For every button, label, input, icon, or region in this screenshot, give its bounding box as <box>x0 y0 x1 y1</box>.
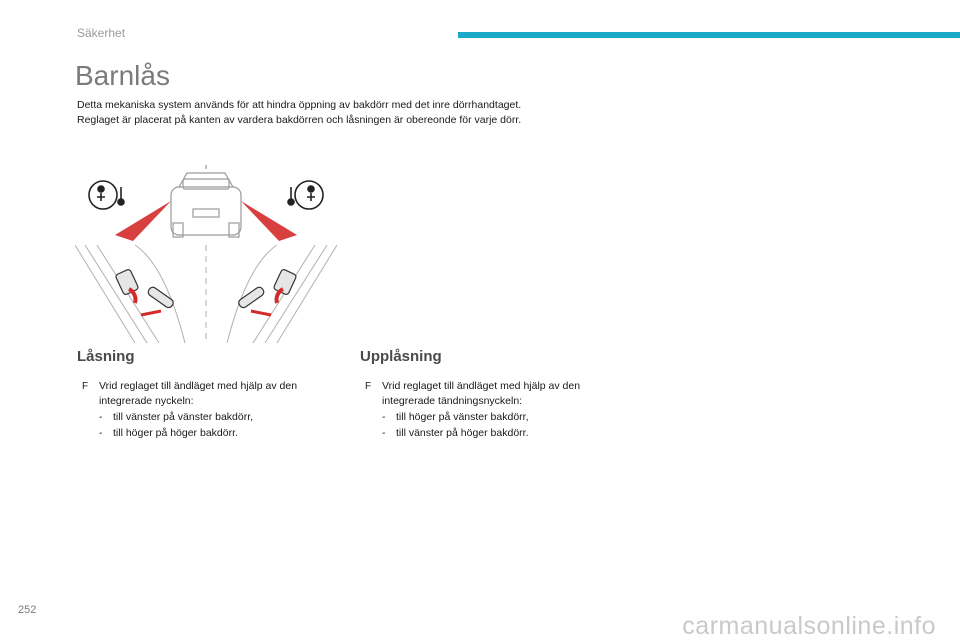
child-lock-illustration <box>75 165 337 343</box>
left-highlight-beam <box>115 201 171 241</box>
bullet-marker: F <box>365 381 372 392</box>
intro-line-1: Detta mekaniska system används för att hindra öppning av bakdörr med det inre dörrhandtaget. <box>77 99 522 111</box>
page-title: Barnlås <box>75 60 170 91</box>
dash: - <box>382 411 386 423</box>
locking-item <box>77 409 347 425</box>
door-frames <box>75 245 337 343</box>
locking-text: Vrid reglaget till ändläget med hjälp av den integrerade nyckeln: <box>99 380 298 407</box>
header-accent-bar <box>458 32 960 38</box>
left-door-lock <box>115 269 175 315</box>
watermark: carmanualsonline.info <box>682 612 936 640</box>
locking-section <box>77 348 347 441</box>
section-header: Säkerhet <box>77 26 126 40</box>
unlocking-item <box>360 425 630 441</box>
right-highlight-beam <box>241 201 297 241</box>
dash: - <box>382 427 386 439</box>
locking-item <box>77 425 347 441</box>
dash: - <box>99 411 103 423</box>
unlocking-item <box>360 409 630 425</box>
unlocking-item-text: till vänster på höger bakdörr. <box>396 427 529 439</box>
unlocking-section <box>360 348 630 441</box>
locking-item-text: till vänster på vänster bakdörr, <box>113 411 254 423</box>
unlocking-text: Vrid reglaget till ändläget med hjälp av den integrerade tändningsnyckeln: <box>382 380 581 407</box>
right-door-lock <box>237 269 297 315</box>
child-lock-unlocked-icon <box>288 181 323 209</box>
bullet-marker: F <box>82 381 89 392</box>
unlocking-instruction <box>360 379 630 409</box>
locking-instruction <box>77 379 347 409</box>
intro-line-2: Reglaget är placerat på kanten av vardera bakdörren och låsningen är obereonde för varje dörr. <box>77 114 522 126</box>
page-number: 252 <box>18 604 37 616</box>
intro-text <box>77 98 637 128</box>
unlocking-heading: Upplåsning <box>360 348 442 365</box>
car-rear-view <box>171 165 241 237</box>
locking-item-text: till höger på höger bakdörr. <box>113 427 238 439</box>
child-lock-locked-icon <box>89 181 124 209</box>
locking-heading: Låsning <box>77 348 135 365</box>
dash: - <box>99 427 103 439</box>
unlocking-item-text: till höger på vänster bakdörr, <box>396 411 529 423</box>
